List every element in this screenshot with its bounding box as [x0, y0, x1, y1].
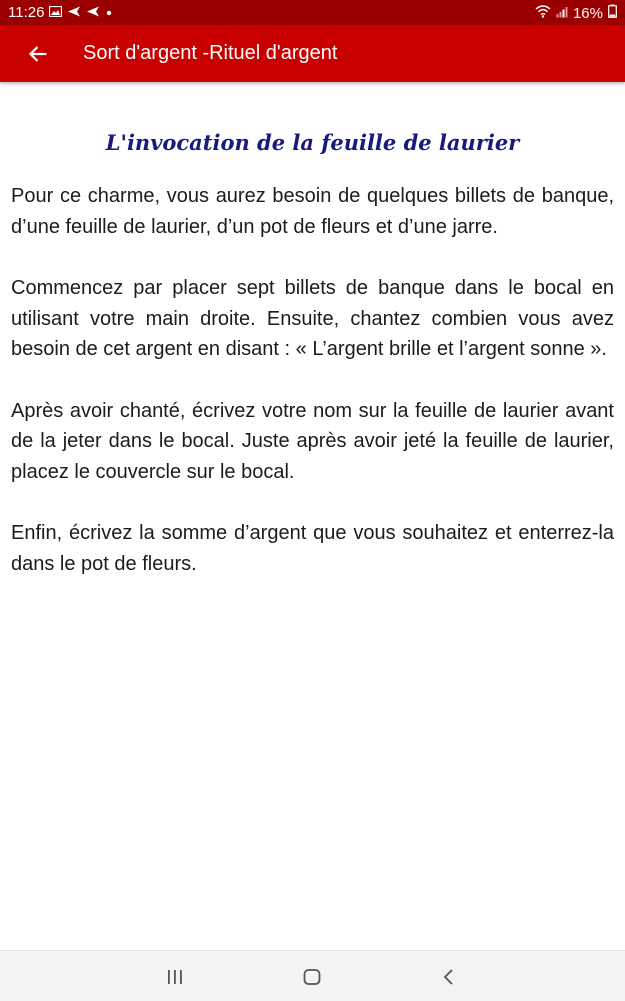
home-icon [302, 967, 322, 987]
status-bar [0, 0, 625, 25]
article-title: L'invocation de la feuille de laurier [105, 130, 520, 155]
home-button[interactable] [300, 965, 324, 989]
status-time: 11:26 [8, 4, 45, 21]
app-bar [0, 25, 625, 82]
signal-icon [556, 5, 568, 22]
back-button[interactable] [22, 38, 54, 70]
send-icon [67, 4, 81, 21]
status-left [8, 4, 113, 21]
status-right [535, 4, 617, 22]
wifi-icon [535, 5, 551, 22]
battery-icon [608, 4, 617, 22]
article-paragraph: Enfin, écrivez la somme d’argent que vous souhaitez et enterrez-la dans le pot de fleurs. [11, 522, 614, 575]
article-content [11, 125, 614, 610]
back-icon [441, 967, 457, 987]
navigation-bar [0, 950, 625, 1001]
send-icon [86, 4, 100, 21]
nav-back-button[interactable] [437, 965, 461, 989]
recent-apps-button[interactable] [163, 965, 187, 989]
app-title: Sort d'argent -Rituel d'argent [83, 42, 338, 64]
dot-icon [105, 4, 113, 21]
battery-level: 16% [572, 4, 603, 22]
article-paragraph: Pour ce charme, vous aurez besoin de quelques billets de banque, d’une feuille de laurier, d’un pot de fleurs et d’une jarre. [11, 185, 614, 238]
image-icon [49, 4, 62, 21]
article-paragraph: Après avoir chanté, écrivez votre nom sur la feuille de laurier avant de la jeter dans le bocal. Juste après avoir jeté la feuille de laurier, placez le couvercle sur le bocal. [11, 399, 614, 483]
recent-apps-icon [165, 968, 185, 986]
article-paragraph: Commencez par placer sept billets de banque dans le bocal en utilisant votre main droite. Ensuite, chantez combien vous avez besoin de cet argent en disant : « L’argent brille et l’argent sonne ». [11, 277, 614, 360]
arrow-left-icon [28, 45, 48, 63]
